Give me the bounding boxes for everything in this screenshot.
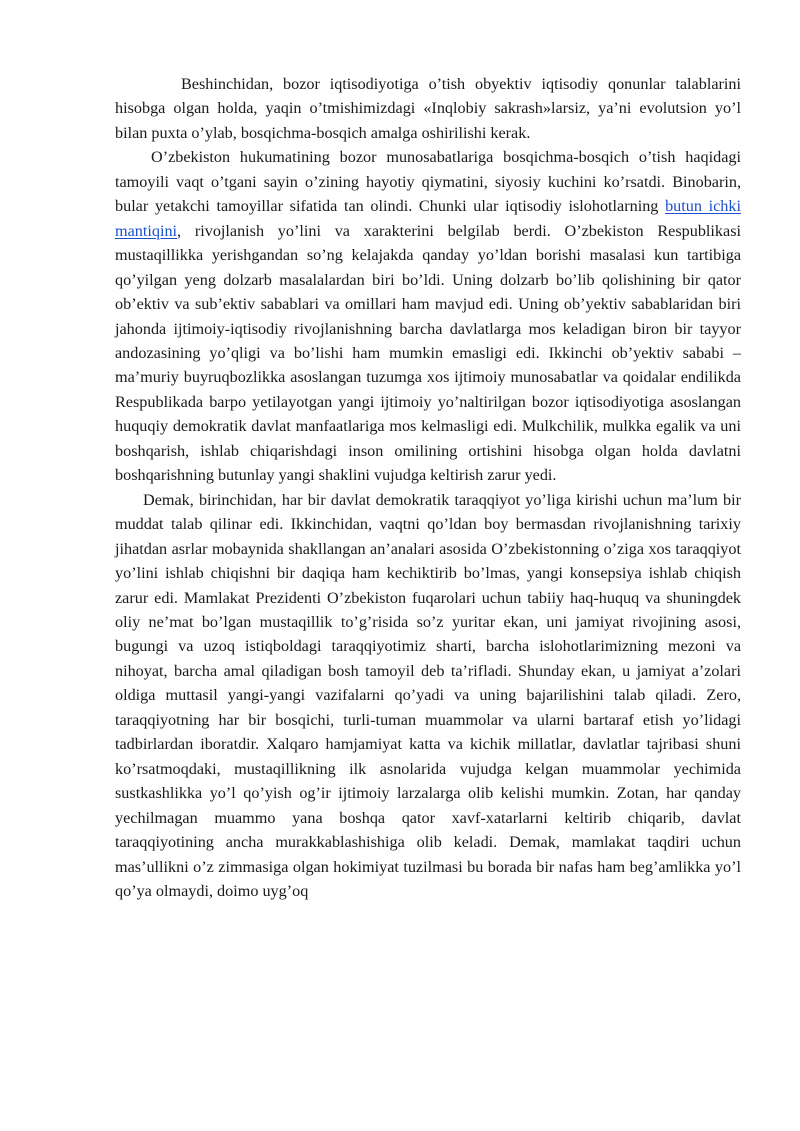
paragraph-hukumat-tamoyili bbox=[115, 145, 741, 487]
document-page bbox=[115, 72, 741, 903]
paragraph-text-after-link: , rivojlanish yo’lini va xarakterini belgilab berdi. O’zbekiston Respublikasi mustaqillikka yerishgandan so’ng kelajakda qanday yo’ldan borishi masalasi kun tartibiga qo’yilgan yeng dolzarb masalalardan biri bo’ldi. Uning dolzarb bo’lib qolishining bir qator ob’ektiv va sub’ektiv sabablari va omillari ham mavjud edi. Uning ob’yektiv sabablaridan biri jahonda ijtimoiy-iqtisodiy rivojlanishning barcha davlatlarga mos keladigan biron bir tayyor andozasining yo’qligi va bo’lishi ham mumkin emasligi edi. Ikkinchi ob’yektiv sababi – ma’muriy buyruqbozlikka asoslangan tuzumga xos ijtimoiy munosabatlar va qoidalar endilikda Respublikada barpo yetilayotgan yangi ijtimoiy yo’naltirilgan bozor iqtisodiyotiga asoslangan huquqiy demokratik davlat manfaatlariga mos kelmasligi edi. Mulkchilik, mulkka egalik va uni boshqarish, ishlab chiqarishdagi inson omilining ortishini hisobga olgan holda davlatni boshqarishning butunlay yangi shaklini vujudga keltirish zarur yedi. bbox=[115, 221, 741, 485]
paragraph-text-before-link: O’zbekiston hukumatining bozor munosabatlariga bosqichma-bosqich o’tish haqidagi tamoyili vaqt o’tgani sayin o’zining hayotiy qiymatini, siyosiy kuchini ko’rsatdi. Binobarin, bular yetakchi tamoyillar sifatida tan olindi. Chunki ular iqtisodiy islohotlarning bbox=[115, 148, 741, 216]
paragraph-demak-birinchidan bbox=[115, 488, 741, 904]
paragraph-beshinchidan bbox=[115, 72, 741, 145]
butun-ichki-mantiqini-link[interactable]: butun ichki mantiqini bbox=[115, 197, 741, 240]
paragraph-text: Beshinchidan, bozor iqtisodiyotiga o’tish obyektiv iqtisodiy qonunlar talablarini hisobga olgan holda, yaqin o’tmishimizdagi «Inqlobiy sakrash»larsiz, ya’ni evolutsion yo’l bilan puxta o’ylab, bosqichma-bosqich amalga oshirilishi kerak. bbox=[115, 75, 741, 142]
paragraph-text: Demak, birinchidan, har bir davlat demokratik taraqqiyot yo’liga kirishi uchun ma’lum bir muddat talab qilinar edi. Ikkinchidan, vaqtni qo’ldan boy bermasdan rivojlanishning tarixiy jihatdan asrlar mobaynida shakllangan an’analari asosida O’zbekistonning o’ziga xos taraqqiyot yo’lini ishlab chiqishni bir daqiqa ham kechiktirib bo’lmas, yangi konsepsiya ishlab chiqish zarur edi. Mamlakat Prezidenti O’zbekiston fuqarolari uchun tabiiy haq-huquq va shuningdek oliy ne’mat bo’lgan mustaqillik to’g’risida so’z yuritar ekan, uni jamiyat rivojining asosi, bugungi va uzoq istiqboldagi taraqqiyotimiz sharti, barcha islohotlarimizning mezoni va nihoyat, barcha amal qiladigan bosh tamoyil deb ta’rifladi. Shunday ekan, u jamiyat a’zolari oldiga muttasil yangi-yangi vazifalarni qo’yadi va uning bajarilishini talab qiladi. Zero, taraqqiyotning har bir bosqichi, turli-tuman muammolar va ularni bartaraf etish yo’lidagi tadbirlardan iboratdir. Xalqaro hamjamiyat katta va kichik millatlar, davlatlar tajribasi shuni ko’rsatmoqdaki, mustaqillikning ilk asnolarida vujudga kelgan muammolar yechimida sustkashlikka yo’l qo’yish og’ir ijtimoiy larzalarga olib kelishi mumkin. Zotan, har qanday yechilmagan muammo yana boshqa qator xavf-xatarlarni keltirib chiqarib, davlat taraqqiyotining ancha murakkablashishiga olib keladi. Demak, mamlakat taqdiri uchun mas’ullikni o’z zimmasiga olgan hokimiyat tuzilmasi bu borada bir nafas ham beg’amlikka yo’l qo’ya olmaydi, doimo uyg’oq bbox=[115, 490, 741, 900]
